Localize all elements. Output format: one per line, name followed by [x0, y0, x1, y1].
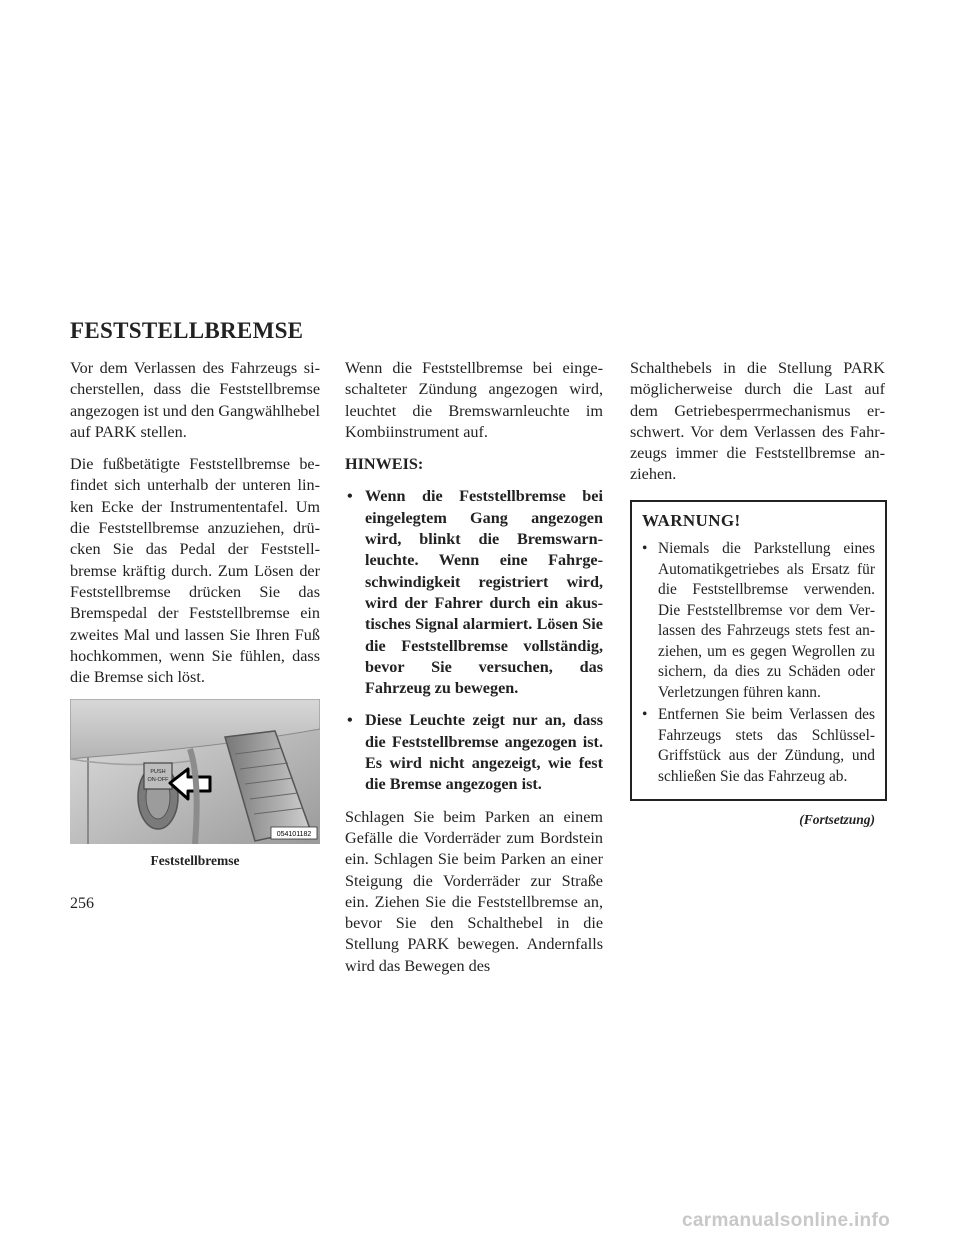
section-title: FESTSTELLBREMSE: [70, 318, 304, 343]
warning-item: • Entfernen Sie beim Verlassen des Fahrzeugs stets das Schlüssel-Griffstück aus der Zündung, und schließen Sie das Fahrzeug ab.: [642, 705, 875, 787]
warning-item: • Niemals die Parkstellung eines Automatikgetriebes als Ersatz für die Feststellbremse verwenden. Die Feststellbremse vor dem Verlassen des Fahrzeugs stets fest anziehen, um es gegen Wegrollen zu sichern, da dies zu Schäden oder Verletzungen führen kann.: [642, 539, 875, 703]
page-number: 256: [70, 895, 94, 912]
note-list: [345, 486, 603, 795]
brake-location-paragraph: Die fußbetätigte Feststellbremse befindet sich unterhalb der unteren linken Ecke der Instrumententafel. Um die Feststellbremse anzuziehen, drücken Sie das Pedal der Feststellbremse kräftig durch. Zum Lösen der Feststellbremse drücken Sie das Bremspedal der Feststellbremse ein zweites Mal und lassen Sie Ihren Fuß hochkommen, wenn Sie fühlen, dass die Bremse sich löst.: [70, 455, 320, 687]
figure-button-label-1: PUSH: [150, 769, 166, 776]
column-middle: [345, 358, 603, 988]
intro-paragraph: Vor dem Verlassen des Fahrzeugs sicherstellen, dass die Feststellbremse angezogen ist und den Gangwählhebel auf PARK stellen.: [70, 359, 320, 441]
continuation-note: (Fortsetzung): [799, 812, 875, 828]
parking-brake-illustration: [70, 699, 320, 844]
column-right: [630, 358, 885, 830]
parking-brake-figure: [70, 699, 320, 871]
figure-code: 054101182: [276, 831, 312, 839]
column-left: [70, 318, 320, 872]
note-item: • Wenn die Feststellbremse bei eingelegtem Gang angezogen wird, blinkt die Bremswarnleuchte. Wenn eine Fahrgeschwindigkeit registriert wird, wird der Fahrer durch ein akustisches Signal alarmiert. Lösen Sie die Feststellbremse vollständig, bevor Sie versuchen, das Fahrzeug zu bewegen.: [345, 486, 603, 699]
warning-box: [630, 500, 887, 801]
figure-caption: Feststellbremse: [150, 853, 240, 869]
note-item: • Diese Leuchte zeigt nur an, dass die Feststellbremse angezogen ist. Es wird nicht angezeigt, wie fest die Bremse angezogen ist.: [345, 710, 603, 795]
watermark: carmanualsonline.info: [682, 1210, 890, 1231]
warning-light-paragraph: Wenn die Feststellbremse bei eingeschalteter Zündung angezogen wird, leuchtet die Bremswarnleuchte im Kombiinstrument auf.: [345, 359, 603, 441]
warning-title: WARNUNG!: [642, 510, 741, 530]
figure-button-label-2: ON-OFF: [147, 777, 169, 784]
warning-list: [642, 539, 875, 787]
note-heading: HINWEIS:: [345, 455, 424, 474]
parking-slope-paragraph: Schlagen Sie beim Parken an einem Gefälle die Vorderräder zum Bordstein ein. Schlagen Sie beim Parken an einer Steigung die Vorderräder zur Straße ein. Ziehen Sie die Feststellbremse an, bevor Sie den Schalthebel in die Stellung PARK bewegen. Andernfalls wird das Bewegen des: [345, 807, 603, 975]
continued-paragraph: Schalthebels in die Stellung PARK möglicherweise durch die Last auf dem Getriebesperrmechanismus erschwert. Vor dem Verlassen des Fahrzeugs immer die Feststellbremse anziehen.: [630, 359, 885, 484]
